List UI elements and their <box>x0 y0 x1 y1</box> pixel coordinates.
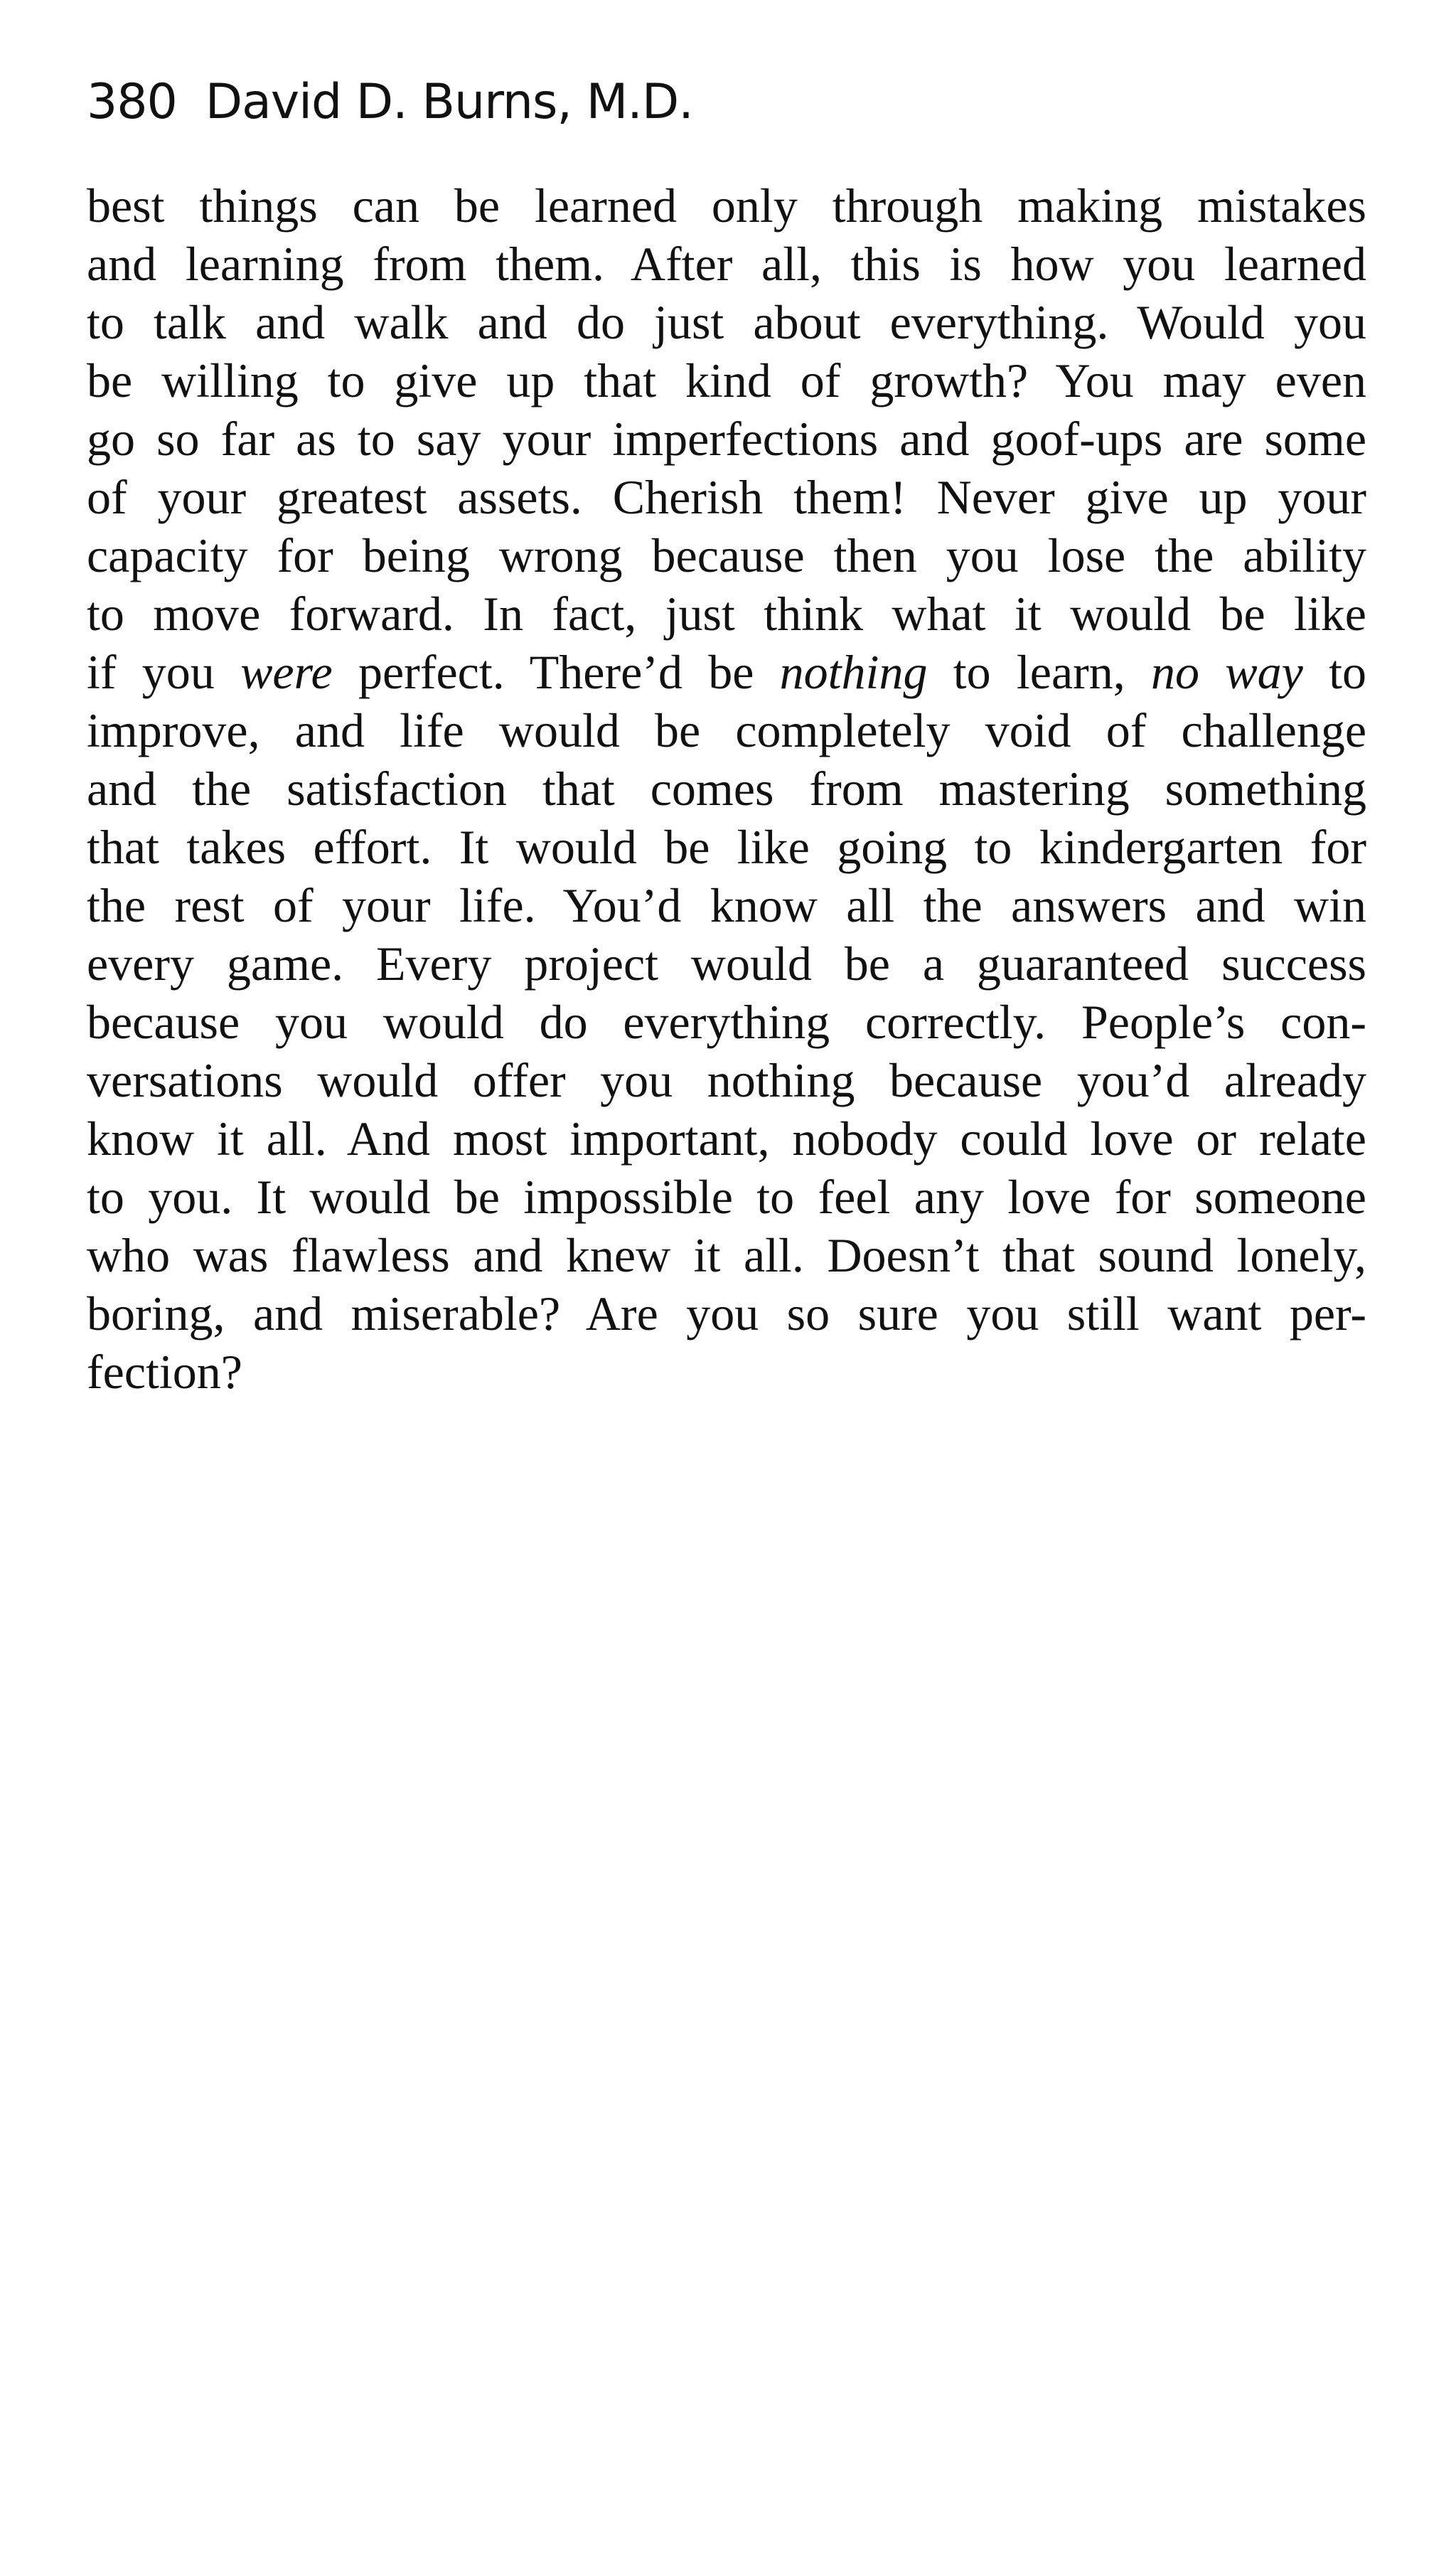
text-run: to learn, <box>927 645 1152 699</box>
text-run: of your greatest assets. Cherish them! Never give up your <box>87 470 1366 524</box>
text-line <box>87 468 1366 526</box>
emphasis-text: were <box>240 645 333 699</box>
text-run: and learning from them. After all, this is how you learned <box>87 237 1366 291</box>
text-line <box>87 585 1366 643</box>
text-run: know it all. And most important, nobody could love or relate <box>87 1112 1366 1166</box>
text-line <box>87 1343 1366 1401</box>
text-line <box>87 759 1366 818</box>
text-run: because you would do everything correctly. People’s con- <box>87 995 1366 1049</box>
text-line <box>87 176 1366 235</box>
text-run: best things can be learned only through making mistakes <box>87 178 1366 233</box>
text-run: who was flawless and knew it all. Doesn’t that sound lonely, <box>87 1228 1366 1282</box>
text-line <box>87 410 1366 468</box>
text-line <box>87 1284 1366 1343</box>
text-line <box>87 993 1366 1051</box>
text-line <box>87 526 1366 585</box>
text-run: to move forward. In fact, just think what it would be like <box>87 587 1366 641</box>
text-run: and the satisfaction that comes from mastering something <box>87 762 1366 816</box>
text-run: perfect. There’d be <box>332 645 780 699</box>
text-line <box>87 1226 1366 1284</box>
page-number: 380 <box>87 74 177 130</box>
emphasis-text: no way <box>1151 645 1303 699</box>
text-run: every game. Every project would be a guaranteed success <box>87 937 1366 991</box>
emphasis-text: nothing <box>779 645 928 699</box>
text-line <box>87 293 1366 351</box>
text-line <box>87 818 1366 876</box>
body-paragraph <box>87 176 1366 1401</box>
text-run: improve, and life would be completely void of challenge <box>87 703 1366 757</box>
text-line <box>87 351 1366 410</box>
text-run: that takes effort. It would be like going to kindergarten for <box>87 820 1366 874</box>
text-run: to <box>1302 645 1366 699</box>
text-line <box>87 1168 1366 1226</box>
text-run: fection? <box>87 1345 242 1399</box>
text-line <box>87 1109 1366 1168</box>
text-run: the rest of your life. You’d know all the answers and win <box>87 878 1366 932</box>
text-run: to talk and walk and do just about everything. Would you <box>87 295 1366 349</box>
text-line <box>87 934 1366 993</box>
text-line <box>87 701 1366 759</box>
text-run: versations would offer you nothing because you’d already <box>87 1053 1366 1107</box>
text-line <box>87 1051 1366 1109</box>
text-line <box>87 235 1366 293</box>
running-title: David D. Burns, M.D. <box>205 74 693 130</box>
text-run: if you <box>87 645 241 699</box>
text-run: be willing to give up that kind of growth? You may even <box>87 353 1366 407</box>
text-run: to you. It would be impossible to feel any love for someone <box>87 1170 1366 1224</box>
running-head <box>87 74 693 130</box>
text-line <box>87 643 1366 701</box>
text-run: boring, and miserable? Are you so sure you still want per- <box>87 1286 1366 1341</box>
text-run: capacity for being wrong because then you lose the ability <box>87 528 1366 582</box>
text-line <box>87 876 1366 934</box>
text-run: go so far as to say your imperfections and goof-ups are some <box>87 412 1366 466</box>
